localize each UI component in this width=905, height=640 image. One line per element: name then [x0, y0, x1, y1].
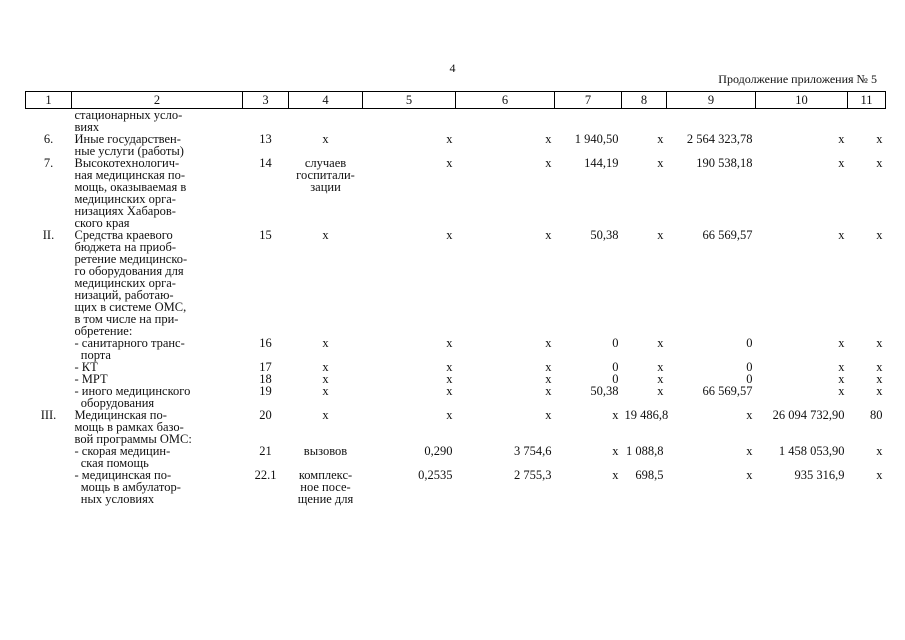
cell-col-6: [456, 313, 555, 337]
cell-col-11: х: [876, 336, 883, 350]
cell-col-1: 6.: [43, 132, 54, 146]
cell-col-11: х: [876, 156, 883, 170]
cell-col-10: 26 094 732,90: [772, 408, 845, 422]
cell-col-7: х: [612, 468, 619, 482]
table-row: [26, 133, 886, 157]
cell-col-6: 2 755,3: [514, 468, 552, 482]
cell-col-1: II.: [42, 228, 55, 242]
cell-col-11: х: [876, 468, 883, 482]
cell-col-4: х: [322, 336, 329, 350]
cell-col-6: х: [545, 228, 552, 242]
cell-col-6: 3 754,6: [514, 444, 552, 458]
cell-col-4: х: [322, 372, 329, 386]
cell-col-11: х: [876, 360, 883, 374]
cell-col-7: х: [612, 408, 619, 422]
cell-col-3: 18: [259, 372, 272, 386]
cell-col-9: 0: [746, 336, 753, 350]
cell-col-3: 17: [259, 360, 272, 374]
column-header: 9: [667, 92, 756, 109]
cell-col-2: - МРТ: [74, 372, 108, 386]
cell-col-4: [289, 313, 363, 337]
cell-col-2: Медицинская по- мощь в рамках базо- вой программы ОМС:: [74, 408, 192, 446]
cell-col-5: х: [446, 384, 453, 398]
cell-col-9: х: [746, 408, 753, 422]
cell-col-5: 0,290: [424, 444, 453, 458]
cell-col-9: 190 538,18: [696, 156, 753, 170]
cell-col-4: х: [322, 408, 329, 422]
cell-col-1: [26, 385, 72, 409]
cell-col-5: х: [446, 336, 453, 350]
column-header: 3: [243, 92, 289, 109]
cell-col-11: х: [876, 372, 883, 386]
cell-col-6: х: [545, 384, 552, 398]
cell-col-2: Иные государствен- ные услуги (работы): [74, 132, 184, 158]
cell-col-7: х: [612, 444, 619, 458]
cell-col-7: 144,19: [584, 156, 619, 170]
cell-col-9: 0: [746, 372, 753, 386]
cell-col-3: [243, 313, 289, 337]
cell-col-10: х: [838, 132, 845, 146]
appendix-table: [25, 91, 886, 505]
cell-col-2: - иного медицинского оборудования: [74, 384, 191, 410]
cell-col-8: х: [657, 360, 664, 374]
cell-col-10: х: [838, 156, 845, 170]
cell-col-2: Средства краевого бюджета на приоб- ретение медицинско- го оборудования для медицинских орга- низаций, работаю- щих в системе ОМС,: [74, 228, 188, 314]
cell-col-10: х: [838, 360, 845, 374]
cell-col-4: случаев госпитали- зации: [296, 156, 355, 194]
cell-col-3: 16: [259, 336, 272, 350]
cell-col-6: х: [545, 336, 552, 350]
cell-col-11: х: [876, 444, 883, 458]
cell-col-5: х: [446, 132, 453, 146]
cell-col-7: [555, 313, 622, 337]
cell-col-2: - скорая медицин- ская помощь: [74, 444, 171, 470]
cell-col-5: х: [446, 372, 453, 386]
cell-col-8: [622, 313, 667, 337]
cell-col-7: 1 940,50: [574, 132, 619, 146]
cell-col-7: [555, 109, 622, 134]
cell-col-5: х: [446, 408, 453, 422]
cell-col-9: [667, 313, 756, 337]
column-header: 6: [456, 92, 555, 109]
cell-col-10: х: [838, 228, 845, 242]
cell-col-9: 2 564 323,78: [686, 132, 753, 146]
column-header: 8: [622, 92, 667, 109]
cell-col-8: х: [657, 372, 664, 386]
cell-col-9: 0: [746, 360, 753, 374]
cell-col-10: х: [838, 336, 845, 350]
column-header: 11: [848, 92, 886, 109]
cell-col-5: [363, 109, 456, 134]
cell-col-3: 15: [259, 228, 272, 242]
cell-col-6: х: [545, 372, 552, 386]
cell-col-9: х: [746, 468, 753, 482]
cell-col-10: х: [838, 372, 845, 386]
table-body: [26, 109, 886, 506]
column-header: 5: [363, 92, 456, 109]
cell-col-7: 0: [612, 336, 619, 350]
table-row: [26, 229, 886, 313]
cell-col-3: 20: [259, 408, 272, 422]
table-row: [26, 313, 886, 337]
table-row: [26, 361, 886, 373]
cell-col-8: х: [657, 228, 664, 242]
cell-col-8: 19 486,8: [624, 408, 669, 422]
table-row: [26, 157, 886, 229]
cell-col-8: [622, 109, 667, 134]
cell-col-11: х: [876, 132, 883, 146]
table-row: [26, 337, 886, 361]
cell-col-2: - медицинская по- мощь в амбулатор- ных условиях: [74, 468, 181, 506]
cell-col-1: [26, 445, 72, 469]
cell-col-1: [26, 469, 72, 505]
cell-col-9: 66 569,57: [702, 228, 753, 242]
cell-col-7: 50,38: [590, 228, 619, 242]
cell-col-9: 66 569,57: [702, 384, 753, 398]
cell-col-8: х: [657, 384, 664, 398]
cell-col-6: х: [545, 360, 552, 374]
cell-col-5: х: [446, 156, 453, 170]
table-row: [26, 109, 886, 134]
cell-col-10: 935 316,9: [794, 468, 845, 482]
cell-col-4: х: [322, 132, 329, 146]
cell-col-11: [848, 313, 886, 337]
cell-col-4: вызовов: [303, 444, 348, 458]
cell-col-6: [456, 109, 555, 134]
cell-col-2: в том числе на при- обретение:: [74, 312, 179, 338]
cell-col-4: х: [322, 228, 329, 242]
cell-col-1: III.: [40, 408, 57, 422]
cell-col-2: - санитарного транс- порта: [74, 336, 185, 362]
cell-col-4: комплекс- ное посе- щение для: [297, 468, 354, 506]
cell-col-11: х: [876, 384, 883, 398]
cell-col-3: 19: [259, 384, 272, 398]
cell-col-1: [26, 337, 72, 361]
cell-col-2: - КТ: [74, 360, 98, 374]
cell-col-11: х: [876, 228, 883, 242]
column-header: 1: [26, 92, 72, 109]
cell-col-3: 22.1: [254, 468, 277, 482]
cell-col-8: х: [657, 336, 664, 350]
header-row: [26, 92, 886, 109]
table-row: [26, 469, 886, 505]
cell-col-2: Высокотехнологич- ная медицинская по- мощь, оказываемая в медицинских орга- низациях Хабаров- ского края: [74, 156, 187, 230]
column-header: 7: [555, 92, 622, 109]
cell-col-5: х: [446, 228, 453, 242]
cell-col-3: 21: [259, 444, 272, 458]
cell-col-6: х: [545, 156, 552, 170]
table-row: [26, 445, 886, 469]
column-header: 2: [72, 92, 243, 109]
cell-col-6: х: [545, 132, 552, 146]
table-row: [26, 409, 886, 445]
cell-col-1: [26, 313, 72, 337]
cell-col-3: [243, 109, 289, 134]
cell-col-1: 7.: [43, 156, 54, 170]
cell-col-5: 0,2535: [418, 468, 453, 482]
cell-col-10: [756, 109, 848, 134]
cell-col-11: 80: [870, 408, 883, 422]
cell-col-6: х: [545, 408, 552, 422]
column-header: 4: [289, 92, 363, 109]
cell-col-5: [363, 313, 456, 337]
cell-col-10: [756, 313, 848, 337]
cell-col-1: [26, 373, 72, 385]
column-header: 10: [756, 92, 848, 109]
cell-col-1: [26, 109, 72, 134]
cell-col-4: х: [322, 360, 329, 374]
continuation-note: Продолжение приложения № 5: [718, 72, 877, 86]
table-row: [26, 385, 886, 409]
cell-col-7: 50,38: [590, 384, 619, 398]
cell-col-5: х: [446, 360, 453, 374]
cell-col-3: 14: [259, 156, 272, 170]
cell-col-8: 1 088,8: [626, 444, 664, 458]
cell-col-4: х: [322, 384, 329, 398]
cell-col-10: х: [838, 384, 845, 398]
cell-col-7: 0: [612, 360, 619, 374]
cell-col-9: [667, 109, 756, 134]
cell-col-4: [289, 109, 363, 134]
cell-col-9: х: [746, 444, 753, 458]
page-number: 4: [449, 61, 456, 75]
cell-col-1: [26, 361, 72, 373]
cell-col-10: 1 458 053,90: [778, 444, 845, 458]
cell-col-11: [848, 109, 886, 134]
cell-col-8: 698,5: [635, 468, 664, 482]
cell-col-8: х: [657, 156, 664, 170]
cell-col-8: х: [657, 132, 664, 146]
cell-col-2: стационарных усло- виях: [74, 108, 183, 134]
cell-col-3: 13: [259, 132, 272, 146]
cell-col-7: 0: [612, 372, 619, 386]
